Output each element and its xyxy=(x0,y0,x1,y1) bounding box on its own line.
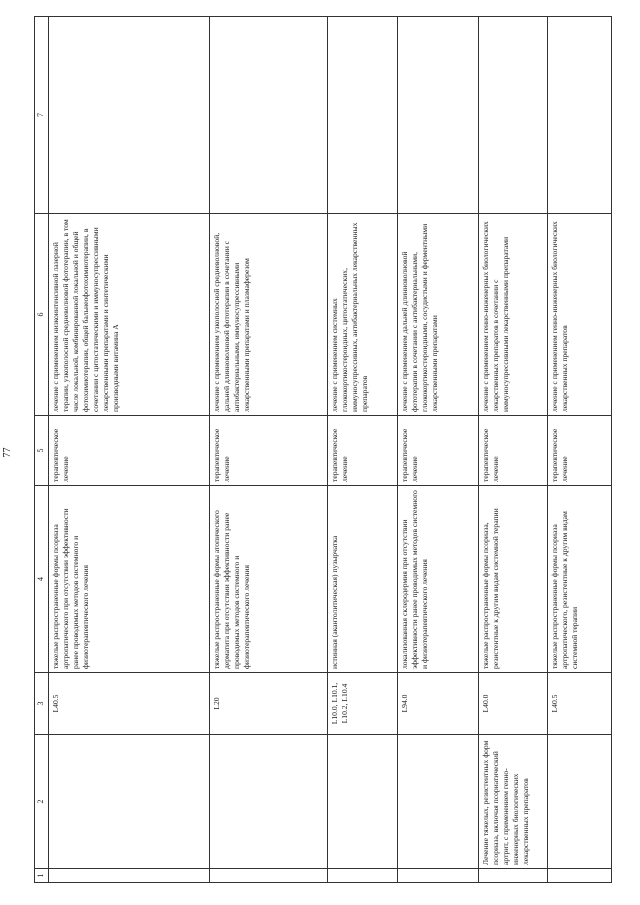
patient-model-cell: тяжелые распространенные формы псориаза артропатического при отсутствии эффективности ранее проводимых методов системного и физиотерапевтического лечения xyxy=(49,486,210,673)
table-row xyxy=(210,17,328,883)
column-number: 3 xyxy=(35,673,49,735)
treatment-method-cell: лечение с применением генно-инженерных биологических лекарственных препаратов xyxy=(548,214,612,416)
medical-care-table xyxy=(34,16,612,883)
treatment-type-cell: терапевтическое лечение xyxy=(398,416,479,486)
care-group-cell xyxy=(398,735,479,869)
row-number-cell xyxy=(398,869,479,883)
row-number-cell xyxy=(210,869,328,883)
treatment-type-cell: терапевтическое лечение xyxy=(210,416,328,486)
row-number-cell xyxy=(49,869,210,883)
treatment-method-cell: лечение с применением дальней длинноволновой фототерапии в сочетании с антибактериальными, глюкокортикостероидными, сосудистыми и ферментными лекарственными препаратами xyxy=(398,214,479,416)
column-number: 7 xyxy=(35,17,49,214)
patient-model-cell: тяжелые распространенные формы псориаза артропатического, резистентные к другим видам системной терапии xyxy=(548,486,612,673)
patient-model-cell: локализованная склеродермия при отсутствии эффективности ранее проводимых методов системного и физиотерапевтического лечения xyxy=(398,486,479,673)
icd-code-cell: L40.0 xyxy=(479,673,548,735)
patient-model-cell: истинная (акантолитическая) пузырчатка xyxy=(328,486,398,673)
column-number: 6 xyxy=(35,214,49,416)
care-group-cell: Лечение тяжелых, резистентных форм псориаза, включая псориатический артрит, с применением генно-инженерных биологических лекарственных препаратов xyxy=(479,735,548,869)
icd-code-cell: L40.5 xyxy=(548,673,612,735)
care-group-cell xyxy=(328,735,398,869)
care-group-cell xyxy=(49,735,210,869)
patient-model-cell: тяжелые распространенные формы атопического дерматита при отсутствии эффективности ранее проводимых методов системного и физиотерапевтического лечения xyxy=(210,486,328,673)
column-number-row xyxy=(35,17,49,883)
cost-cell xyxy=(479,17,548,214)
table-row xyxy=(548,17,612,883)
column-number: 5 xyxy=(35,416,49,486)
treatment-method-cell: лечение с применением низкоинтенсивной лазерной терапии, узкополосной средневолновой фототерапии, в том числе локальной, комбинированной локальной и общей фотохимиотерапии, общей бальнеофотохимиотерапии, в сочетании с цитостатическими и иммуносупрессивными лекарственными препаратами и синтетическими производными витамина А xyxy=(49,214,210,416)
table-row xyxy=(479,17,548,883)
treatment-method-cell: лечение с применением узкополосной средневолновой, дальней длинноволновой фототерапии в сочетании с антибактериальными, иммуносупрессивными лекарственными препаратами и плазмаферезом xyxy=(210,214,328,416)
column-number: 1 xyxy=(35,869,49,883)
cost-cell xyxy=(328,17,398,214)
column-number: 2 xyxy=(35,735,49,869)
treatment-method-cell: лечение с применением системных глюкокортикостероидных, цитостатических, иммуносупрессивных, антибактериальных лекарственных препаратов xyxy=(328,214,398,416)
care-group-cell xyxy=(210,735,328,869)
row-number-cell xyxy=(479,869,548,883)
treatment-type-cell: терапевтическое лечение xyxy=(548,416,612,486)
icd-code-cell: L10.0, L10.1, L10.2, L10.4 xyxy=(328,673,398,735)
icd-code-cell: L20 xyxy=(210,673,328,735)
icd-code-cell: L40.5 xyxy=(49,673,210,735)
row-number-cell xyxy=(328,869,398,883)
table-row xyxy=(328,17,398,883)
patient-model-cell: тяжелые распространенные формы псориаза, резистентные к другим видам системной терапии xyxy=(479,486,548,673)
treatment-type-cell: терапевтическое лечение xyxy=(328,416,398,486)
page-number: 77 xyxy=(2,447,13,458)
treatment-method-cell: лечение с применением генно-инженерных биологических лекарственных препаратов в сочетании с иммуносупрессивными лекарственными препаратами xyxy=(479,214,548,416)
table-row xyxy=(49,17,210,883)
treatment-type-cell: терапевтическое лечение xyxy=(479,416,548,486)
row-number-cell xyxy=(548,869,612,883)
cost-cell xyxy=(398,17,479,214)
table-row xyxy=(398,17,479,883)
cost-cell xyxy=(210,17,328,214)
icd-code-cell: L94.0 xyxy=(398,673,479,735)
treatment-type-cell: терапевтическое лечение xyxy=(49,416,210,486)
cost-cell xyxy=(548,17,612,214)
column-number: 4 xyxy=(35,486,49,673)
care-group-cell xyxy=(548,735,612,869)
cost-cell xyxy=(49,17,210,214)
